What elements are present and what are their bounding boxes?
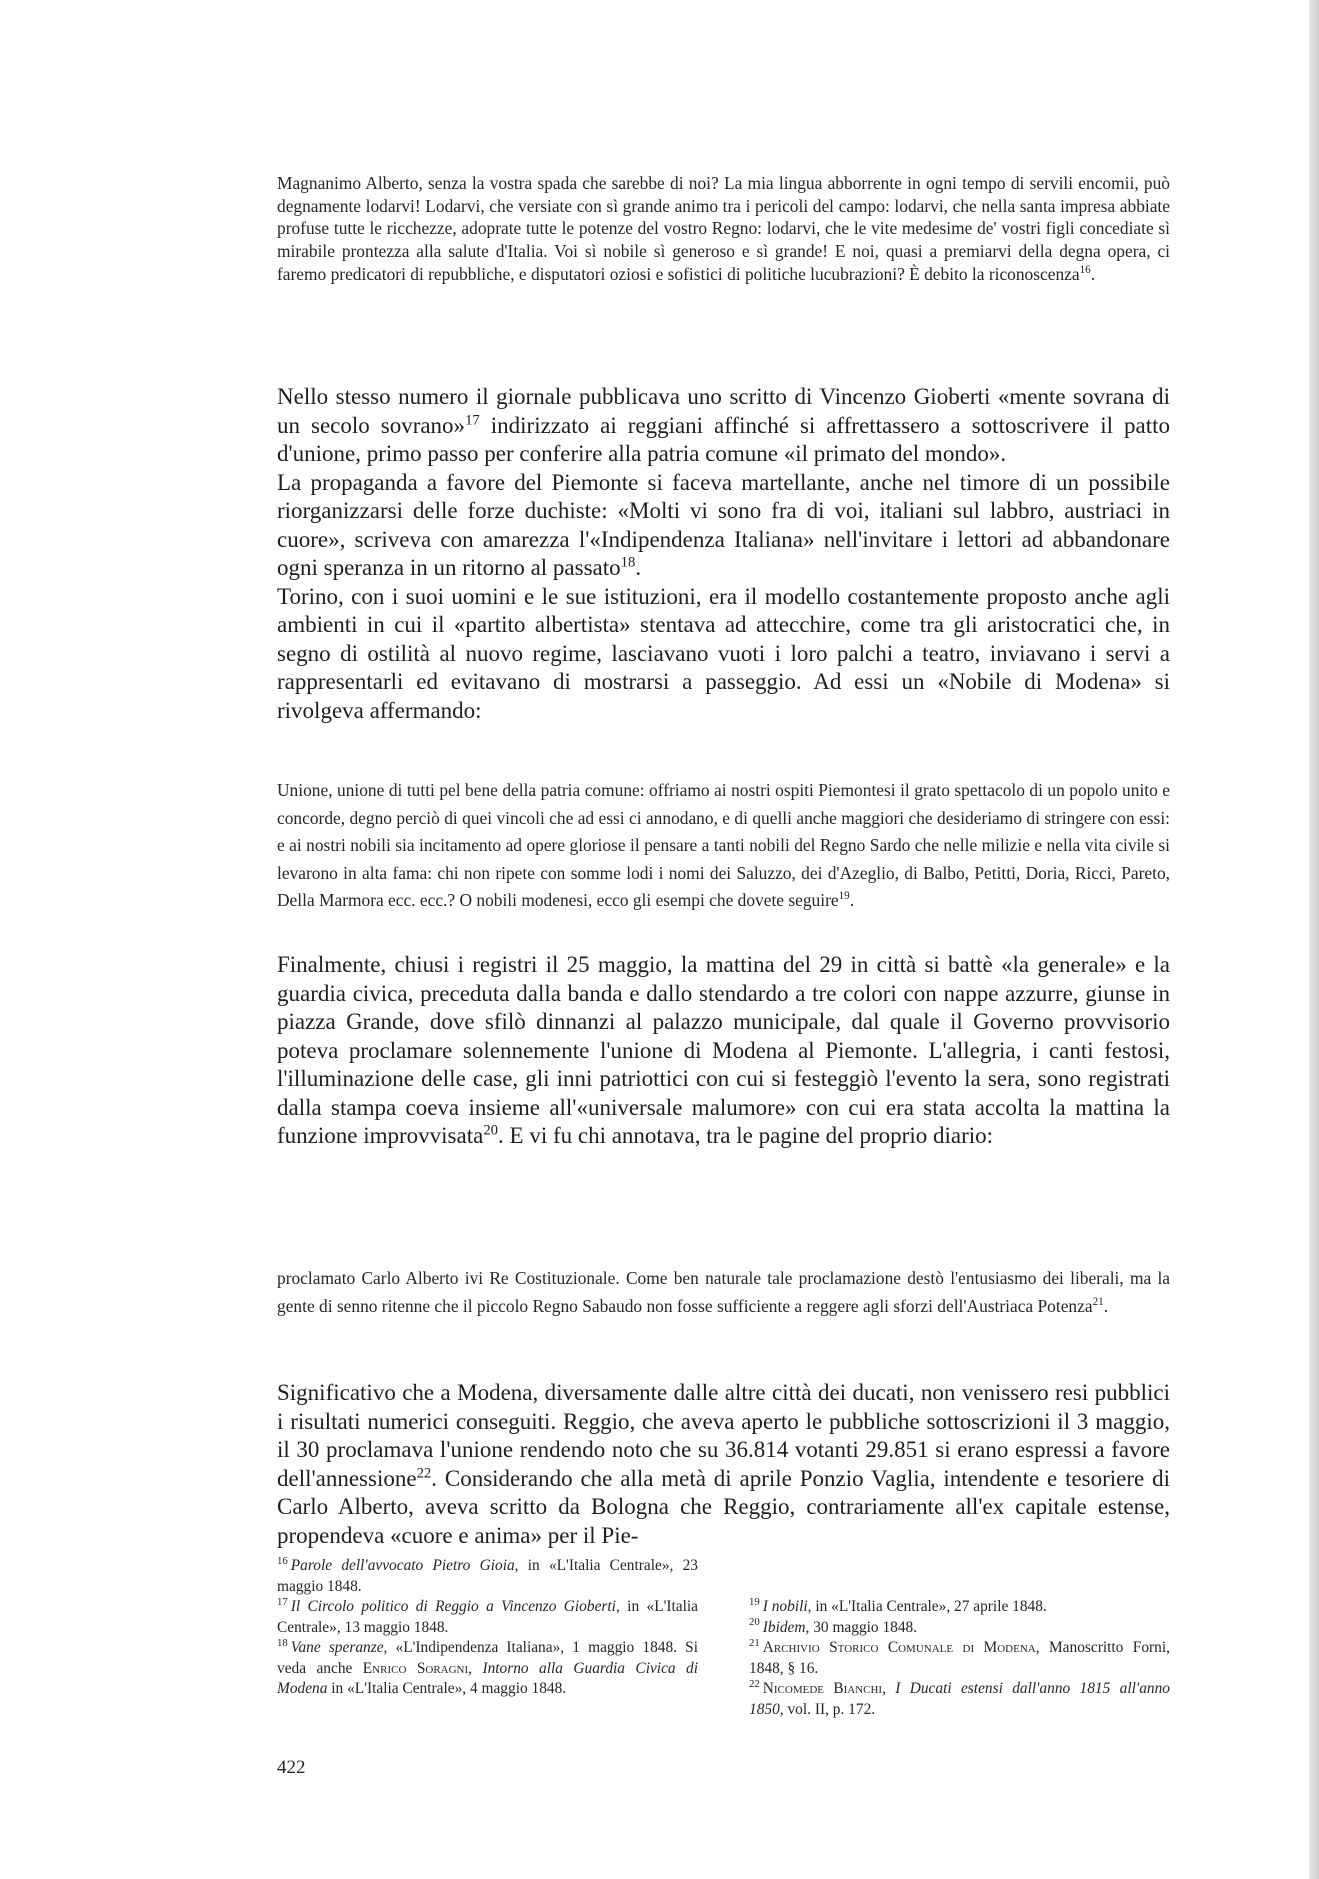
page-edge-shadow xyxy=(1309,0,1319,1879)
quote-block-top xyxy=(277,172,1170,286)
body-paragraph-2: La propaganda a favore del Piemonte si faceva martellante, anche nel timore di un possibile riorganizzarsi delle forze duchiste: «Molti vi sono fra di voi, italiani sul labbro, austriaci in cuore», scriveva con amarezza l'«Indipendenza Italiana» nell'invitare i lettori ad abbandonare ogni speranza in un ritorno al passato$^{18}$. xyxy=(277,469,1170,580)
footnote-ref-22[interactable]: 22 xyxy=(416,1464,432,1481)
footnote-ref-19[interactable]: 19 xyxy=(838,890,850,903)
footnote-18: $^{18}$ Vane speranze, «L'Indipendenza Italiana», 1 maggio 1848. Si veda anche Enrico Soragni, Intorno alla Guardia Civica di Modena in «L'Italia Centrale», 4 maggio 1848. xyxy=(277,1636,698,1697)
footnote-16: $^{16}$ Parole dell'avvocato Pietro Gioia, in «L'Italia Centrale», 23 maggio 1848. xyxy=(277,1554,698,1595)
footnote-ref-21[interactable]: 21 xyxy=(1092,1295,1104,1308)
footnote-21: $^{21}$ Archivio Storico Comunale di Modena, Manoscritto Forni, 1848, § 16. xyxy=(749,1636,1170,1677)
footnote-19: $^{19}$ I nobili, in «L'Italia Centrale», 27 aprile 1848. xyxy=(749,1595,1047,1615)
body-paragraph-4: Finalmente, chiusi i registri il 25 maggio, la mattina del 29 in città si battè «la generale» e la guardia civica, preceduta dalla banda e dallo stendardo a tre colori con nappe azzurre, giunse in piazza Grande, dove sfilò dinnanzi al palazzo municipale, dal quale il Governo provvisorio poteva proclamare solennemente l'unione di Modena al Piemonte. L'allegria, i canti festosi, l'illuminazione delle case, gli inni patriottici con cui si festeggiò l'evento la sera, sono registrati dalla stampa coeva insieme all'«universale malumore» con cui era stata accolta la mattina la funzione improvvisata$^{20}$. E vi fu chi annotava, tra le pagine del proprio diario: xyxy=(277,952,1170,1148)
footnote-20: $^{20}$ Ibidem, 30 maggio 1848. xyxy=(749,1616,918,1636)
page-number: 422 xyxy=(277,1757,306,1778)
footnote-17: $^{17}$ Il Circolo politico di Reggio a Vincenzo Gioberti, in «L'Italia Centrale», 13 maggio 1848. xyxy=(277,1595,699,1636)
footnotes xyxy=(277,1556,1170,1720)
block-quote-1: Unione, unione di tutti pel bene della patria comune: offriamo ai nostri ospiti Piemontesi il grato spettacolo di un popolo unito e concorde, degno perciò di quei vincoli che ad essi ci annodano, e di quelli anche maggiori che desideriamo di stringere con essi: e ai nostri nobili sia incitamento ad opere gloriose il pensare a tanti nobili del Regno Sardo che nelle milizie e nella vita civile si levarono in alta fama: chi non ripete con somme lodi i nomi dei Saluzzo, dei d'Azeglio, di Balbo, Petitti, Doria, Ricci, Pareto, Della Marmora ecc. ecc.? O nobili modenesi, ecco gli esempi che dovete seguire$^{19}$. xyxy=(277,780,1170,911)
body-paragraph-5: Significativo che a Modena, diversamente dalle altre città dei ducati, non venissero resi pubblici i risultati numerici conseguiti. Reggio, che aveva aperto le pubbliche sottoscrizioni il 3 maggio, il 30 proclamava l'unione rendendo noto che su 36.814 votanti 29.851 si erano espressi a favore dell'annessione$^{22}$. Considerando che alla metà di aprile Ponzio Vaglia, intendente e tesoriere di Carlo Alberto, aveva scritto da Bologna che Reggio, contrariamente all'ex capitale estense, propendeva «cuore e anima» per il Pie- xyxy=(277,1380,1170,1548)
body-paragraph-1: Nello stesso numero il giornale pubblicava uno scritto di Vincenzo Gioberti «mente sovrana di un secolo sovrano»$^{17}$ indirizzato ai reggiani affinché si affrettassero a sottoscrivere il patto d'unione, primo passo per conferire alla patria comune «il primato del mondo». xyxy=(277,384,1170,466)
body-section-3 xyxy=(277,1379,1170,1550)
footnotes-left-column xyxy=(277,1556,698,1720)
footnote-ref-20[interactable]: 20 xyxy=(483,1122,499,1139)
footnote-ref-17[interactable]: 17 xyxy=(465,411,480,428)
footnotes-right-column xyxy=(749,1556,1170,1720)
quote-paragraph: Magnanimo Alberto, senza la vostra spada che sarebbe di noi? La mia lingua abborrente in ogni tempo di servili encomii, può degnamente lodarvi! Lodarvi, che versiate con sì grande animo tra i pericoli del campo: lodarvi, che nella santa impresa abbiate profuse tutte le ricchezze, adoprate tutte le potenze del vostro Regno: lodarvi, che le vite medesime de' vostri figli concediate sì mirabile prontezza alla salute d'Italia. Voi sì nobile sì generoso e sì grande! E noi, quasi a premiarvi della degna opera, ci faremo predicatori di repubbliche, e disputatori oziosi e sofistici di politiche lucubrazioni? È debito la riconoscenza$^{16}$. xyxy=(277,173,1170,284)
body-section-1 xyxy=(277,383,1170,725)
body-section-2 xyxy=(277,951,1170,1151)
footnote-22: $^{22}$ Nicomede Bianchi, I Ducati estensi dall'anno 1815 all'anno 1850, vol. II, p. 172. xyxy=(749,1677,1170,1718)
body-paragraph-3: Torino, con i suoi uomini e le sue istituzioni, era il modello costantemente proposto anche agli ambienti in cui il «partito albertista» stentava ad attecchire, come tra gli aristocratici che, in segno di ostilità al nuovo regime, lasciavano vuoti i loro palchi a teatro, inviavano i servi a rappresentarli ed evitavano di mostrarsi a passeggio. Ad essi un «Nobile di Modena» si rivolgeva affermando: xyxy=(277,583,1170,723)
footnote-ref-18[interactable]: 18 xyxy=(620,554,636,571)
block-quote-2: proclamato Carlo Alberto ivi Re Costituzionale. Come ben naturale tale proclamazione destò l'entusiasmo dei liberali, ma la gente di senno ritenne che il piccolo Regno Sabaudo non fosse sufficiente a reggere agli sforzi dell'Austriaca Potenza$^{21}$. xyxy=(277,1268,1170,1316)
footnote-ref-16[interactable]: 16 xyxy=(1079,264,1091,277)
